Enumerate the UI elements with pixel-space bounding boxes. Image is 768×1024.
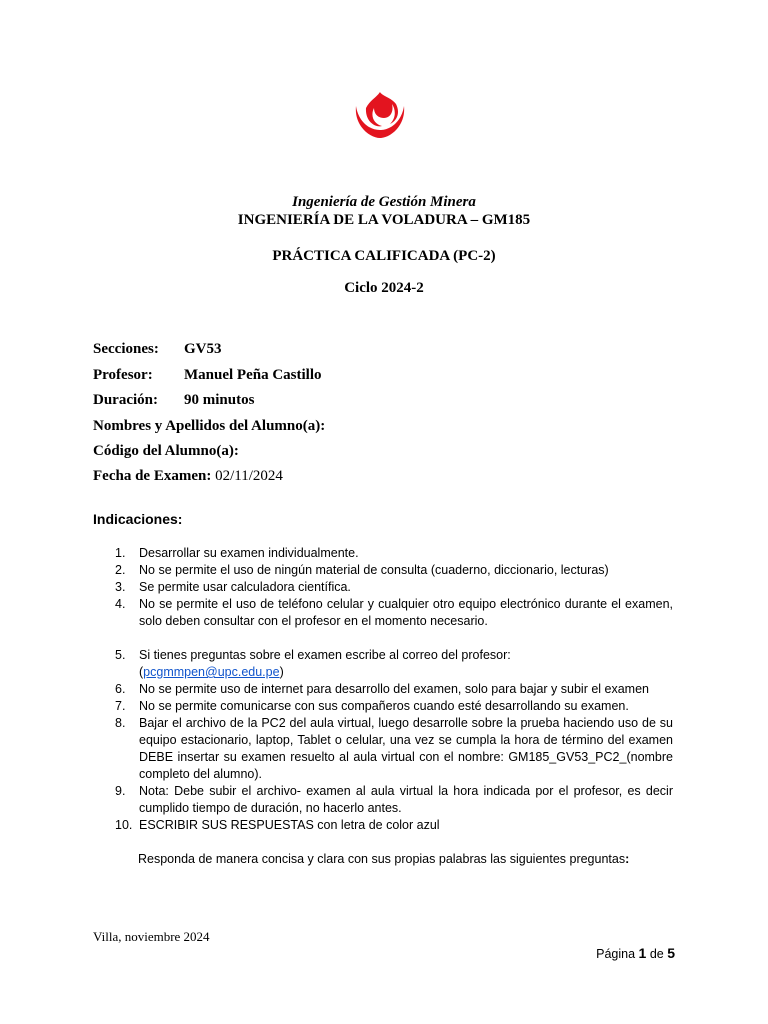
list-item: 8. Bajar el archivo de la PC2 del aula virtual, luego desarrolle sobre la prueba haciendo uso de su equipo estacionario, laptop, Tablet o celular, una vez se cumpla la hora de término del examen DEBE insertar su examen resuelto al aula virtual con el nombre: GM185_GV53_PC2_(nombre completo del alumno). <box>115 716 673 781</box>
sections-row <box>93 341 222 358</box>
course-title: INGENIERÍA DE LA VOLADURA – GM185 <box>237 212 531 228</box>
list-item: 10. ESCRIBIR SUS RESPUESTAS con letra de color azul <box>115 818 440 832</box>
list-item: 7. No se permite comunicarse con sus compañeros cuando esté desarrollando su examen. <box>115 699 629 713</box>
professor-value: Manuel Peña Castillo <box>184 367 322 383</box>
list-item: 9. Nota: Debe subir el archivo- examen al aula virtual la hora indicada por el profesor, es decir cumplido tiempo de duración, no hacerlo antes. <box>115 784 673 815</box>
list-item: 5. Si tienes preguntas sobre el examen escribe al correo del profesor: (pcgmmpen@upc.edu.pe) <box>115 648 511 679</box>
professor-email-link[interactable]: pcgmmpen@upc.edu.pe <box>143 665 280 679</box>
page-number: Página 1 de 5 <box>596 945 675 961</box>
cycle-label: Ciclo 2024-2 <box>344 280 424 296</box>
duration-value: 90 minutos <box>184 392 255 408</box>
duration-label: Duración: <box>93 392 158 408</box>
student-name-label: Nombres y Apellidos del Alumno(a): <box>93 418 326 434</box>
sections-label: Secciones: <box>93 341 159 357</box>
footer-place-date: Villa, noviembre 2024 <box>93 929 210 944</box>
practice-title: PRÁCTICA CALIFICADA (PC-2) <box>272 248 496 264</box>
professor-label: Profesor: <box>93 367 153 383</box>
indications-list <box>93 545 673 834</box>
faculty-name: Ingeniería de Gestión Minera <box>292 194 476 210</box>
list-item: 6. No se permite uso de internet para desarrollo del examen, solo para bajar y subir el examen <box>115 682 649 696</box>
student-code-label: Código del Alumno(a): <box>93 443 239 459</box>
upc-flame-logo-icon <box>352 92 408 138</box>
indications-heading: Indicaciones: <box>93 511 183 527</box>
list-item: 3. Se permite usar calculadora científica. <box>115 580 351 594</box>
exam-date-row <box>93 468 283 485</box>
sections-value: GV53 <box>184 341 222 357</box>
exam-date-label: Fecha de Examen: <box>93 468 212 484</box>
list-item: 2. No se permite el uso de ningún material de consulta (cuaderno, diccionario, lecturas) <box>115 563 609 577</box>
list-item: 1. Desarrollar su examen individualmente. <box>115 546 359 560</box>
duration-row <box>93 392 255 409</box>
list-item: 4. No se permite el uso de teléfono celular y cualquier otro equipo electrónico durante el examen, solo deben consultar con el profesor en el momento necesario. <box>115 597 673 628</box>
student-code-row <box>93 443 239 460</box>
instruction-text: Responda de manera concisa y clara con sus propias palabras las siguientes preguntas: <box>138 852 630 866</box>
professor-row <box>93 367 322 384</box>
student-name-row <box>93 418 325 435</box>
exam-date-value: 02/11/2024 <box>215 468 283 484</box>
